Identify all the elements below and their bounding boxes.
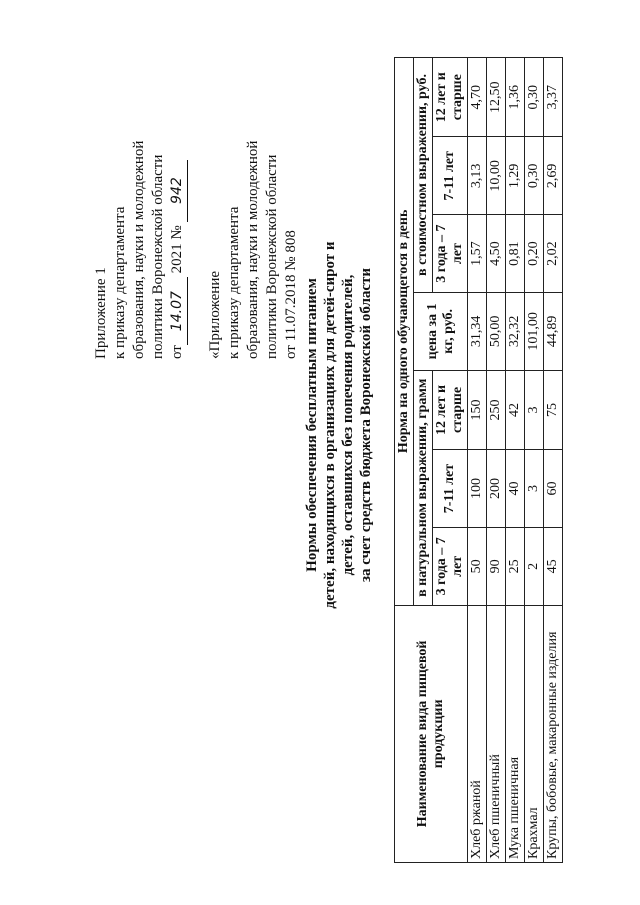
nutrition-norms-table <box>394 57 563 863</box>
grams-age-3-7: 50 <box>468 527 487 605</box>
cost-age-7-11: 3,13 <box>468 137 487 215</box>
header-age-7-11: 7-11 лет <box>433 137 468 215</box>
table-row <box>506 58 525 863</box>
product-name: Мука пшеничная <box>506 605 525 862</box>
header-product-name: Наименование вида пищевой продукции <box>395 605 468 862</box>
header-natural-grams: в натуральном выражении, грамм <box>414 370 433 605</box>
cost-age-3-7: 1,57 <box>468 215 487 293</box>
price-per-kg: 50,00 <box>487 292 506 370</box>
order-year: 2021 № <box>169 225 185 274</box>
document-title <box>303 145 375 705</box>
cost-age-3-7: 2,02 <box>544 215 563 293</box>
grams-age-12-plus: 150 <box>468 370 487 449</box>
cost-age-7-11: 0,30 <box>525 137 544 215</box>
grams-age-12-plus: 250 <box>487 370 506 449</box>
title-line: Нормы обеспечения бесплатным питанием <box>304 278 320 572</box>
grams-age-3-7: 25 <box>506 527 525 605</box>
title-line: детей, оставшихся без попечения родителей, <box>340 274 356 576</box>
grams-age-3-7: 45 <box>544 527 563 605</box>
header-price-per-kg: цена за 1 кг, руб. <box>414 292 468 370</box>
handwritten-order-number: 942 <box>168 160 188 222</box>
cost-age-3-7: 0,20 <box>525 215 544 293</box>
cost-age-7-11: 1,29 <box>506 137 525 215</box>
price-per-kg: 32,32 <box>506 292 525 370</box>
header-age-12-plus: 12 лет и старше <box>433 370 468 449</box>
grams-age-3-7: 2 <box>525 527 544 605</box>
grams-age-7-11: 40 <box>506 450 525 528</box>
cost-age-7-11: 10,00 <box>487 137 506 215</box>
cost-age-12-plus: 3,37 <box>544 58 563 137</box>
annex-previous-header <box>206 19 301 359</box>
grams-age-7-11: 60 <box>544 450 563 528</box>
table-row <box>487 58 506 863</box>
price-per-kg: 44,89 <box>544 292 563 370</box>
annex-2-line: к приказу департамента <box>226 206 242 359</box>
date-prefix: от <box>169 345 185 359</box>
annex-2-line: образования, науки и молодежной <box>245 140 261 359</box>
table-row <box>468 58 487 863</box>
annex-1-line: политики Воронежской области <box>150 154 166 359</box>
cost-age-7-11: 2,69 <box>544 137 563 215</box>
header-age-3-7: 3 года – 7 лет <box>433 527 468 605</box>
header-cost-rub: в стоимостном выражении, руб. <box>414 58 433 293</box>
grams-age-7-11: 100 <box>468 450 487 528</box>
product-name: Крахмал <box>525 605 544 862</box>
header-age-7-11: 7-11 лет <box>433 450 468 528</box>
title-line: за счет средств бюджета Воронежской области <box>358 267 374 583</box>
annex-2-line: от 11.07.2018 № 808 <box>283 230 299 359</box>
grams-age-12-plus: 75 <box>544 370 563 449</box>
annex-1-line: образования, науки и молодежной <box>131 140 147 359</box>
title-line: детей, находящихся в организациях для детей-сирот и <box>322 241 338 609</box>
product-name: Хлеб пшеничный <box>487 605 506 862</box>
cost-age-12-plus: 4,70 <box>468 58 487 137</box>
price-per-kg: 101,00 <box>525 292 544 370</box>
annex-1-line: Приложение 1 <box>93 267 109 359</box>
header-age-3-7: 3 года – 7 лет <box>433 215 468 293</box>
header-age-12-plus: 12 лет и старше <box>433 58 468 137</box>
price-per-kg: 31,34 <box>468 292 487 370</box>
cost-age-12-plus: 0,30 <box>525 58 544 137</box>
grams-age-12-plus: 3 <box>525 370 544 449</box>
grams-age-12-plus: 42 <box>506 370 525 449</box>
cost-age-3-7: 4,50 <box>487 215 506 293</box>
grams-age-7-11: 200 <box>487 450 506 528</box>
annex-2-line: «Приложение <box>207 270 223 359</box>
header-norm-per-day: Норма на одного обучающегося в день <box>395 58 414 606</box>
product-name: Хлеб ржаной <box>468 605 487 862</box>
grams-age-7-11: 3 <box>525 450 544 528</box>
table-row <box>544 58 563 863</box>
cost-age-12-plus: 12,50 <box>487 58 506 137</box>
cost-age-3-7: 0,81 <box>506 215 525 293</box>
table-row <box>525 58 544 863</box>
annex-1-header <box>92 19 188 359</box>
product-name: Крупы, бобовые, макаронные изделия <box>544 605 563 862</box>
cost-age-12-plus: 1,36 <box>506 58 525 137</box>
annex-1-line: к приказу департамента <box>112 206 128 359</box>
handwritten-date: 14.07 <box>168 277 188 345</box>
grams-age-3-7: 90 <box>487 527 506 605</box>
annex-1-date-line <box>168 19 188 359</box>
annex-2-line: политики Воронежской области <box>264 154 280 359</box>
